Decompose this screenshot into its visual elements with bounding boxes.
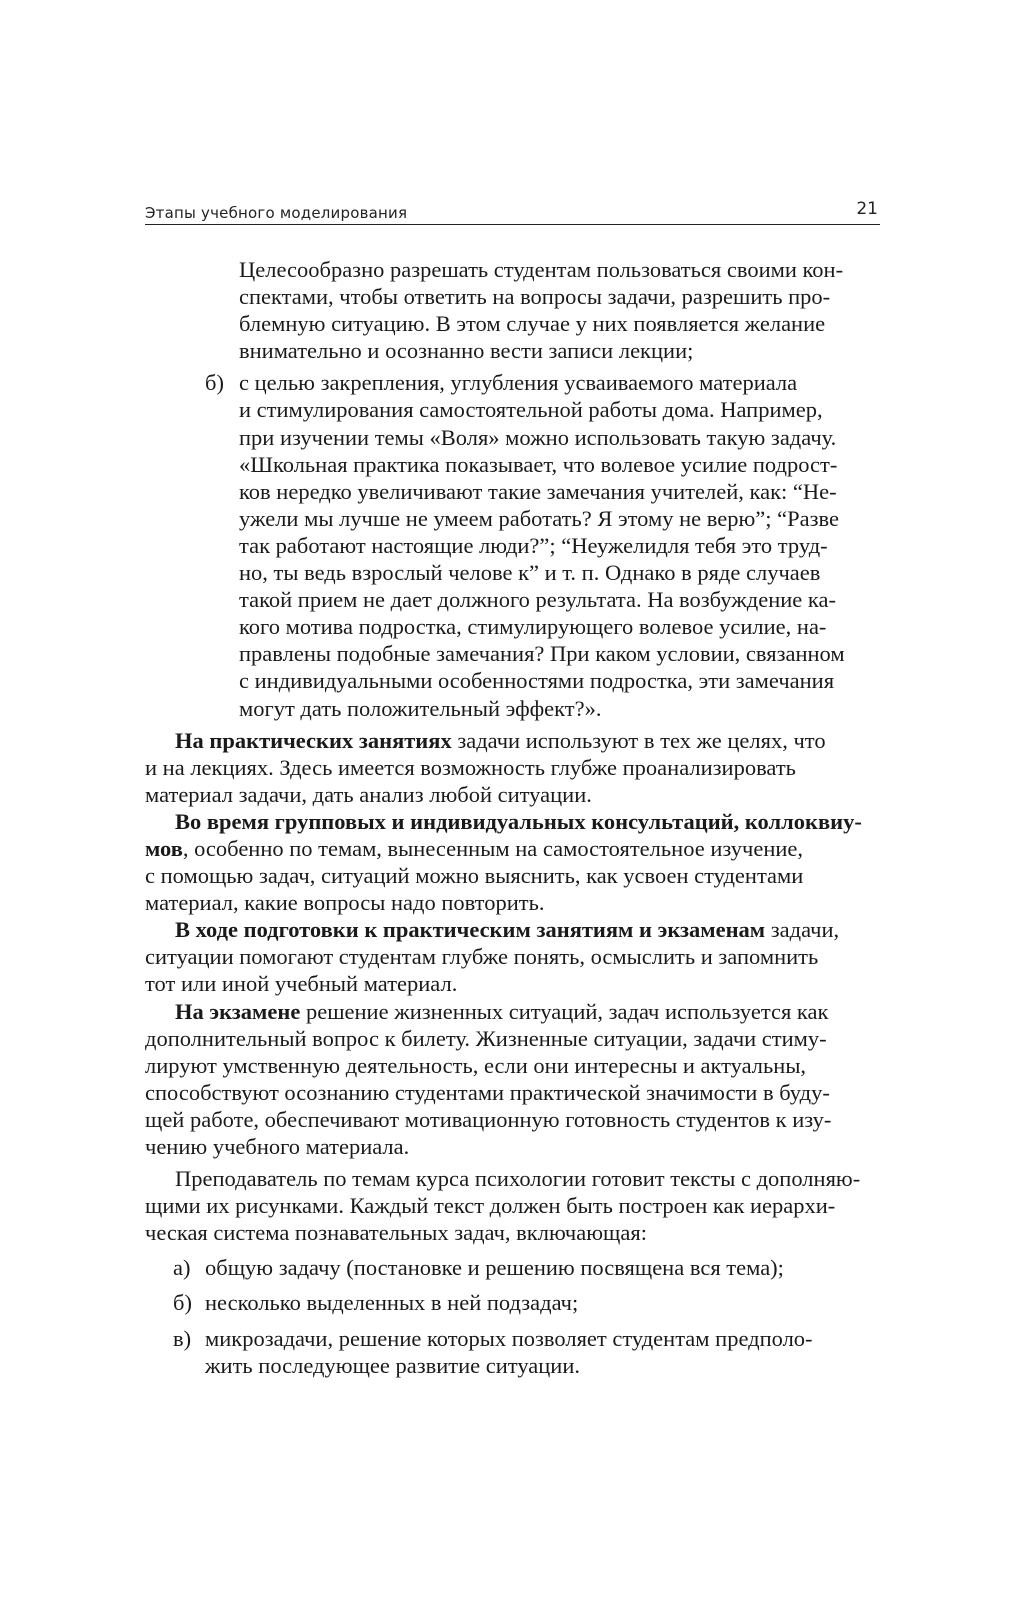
- text-line: ситуации помогают студентам глубже понять, осмыслить и запомнить: [145, 944, 819, 970]
- text-run: задачи используют в тех же целях, что: [451, 727, 826, 753]
- bold-lead: Во время групповых и индивидуальных консультаций, коллоквиу-: [175, 808, 862, 834]
- text-line: такой прием не дает должного результата. На возбуждение ка-: [239, 587, 836, 613]
- text-line: [145, 835, 895, 862]
- text-line: щей работе, обеспечивают мотивационную готовность студентов к изу-: [145, 1106, 832, 1132]
- text-line: блемную ситуацию. В этом случае у них появляется желание: [239, 311, 826, 337]
- text-line: и стимулирования самостоятельной работы дома. Например,: [239, 397, 823, 423]
- text-line: так работают настоящие люди?”; “Неужелидля тебя это труд-: [239, 532, 828, 558]
- text-line: при изучении темы «Воля» можно использовать такую задачу.: [239, 424, 837, 450]
- paragraph-exam: [145, 998, 895, 1161]
- list-item-c: [145, 1325, 895, 1379]
- text-line: кого мотива подростка, стимулирующего волевое усилие, на-: [239, 614, 827, 640]
- text-line: материал, какие вопросы надо повторить.: [145, 890, 545, 916]
- list-marker: в): [173, 1325, 192, 1351]
- paragraph-consultations: [145, 808, 895, 916]
- text-line: жить последующее развитие ситуации.: [205, 1352, 581, 1378]
- text-line: и на лекциях. Здесь имеется возможность глубже проанализировать: [145, 754, 796, 780]
- text-line: с целью закрепления, углубления усваиваемого материала: [239, 370, 798, 396]
- text-line: [145, 808, 895, 835]
- list-item-b: [145, 369, 895, 721]
- paragraph-preparation: [145, 916, 895, 997]
- list-marker: б): [205, 370, 224, 396]
- text-line: общую задачу (постановке и решению посвящена вся тема);: [205, 1255, 784, 1281]
- page-number: 21: [856, 199, 878, 219]
- paragraph-practical: [145, 727, 895, 808]
- text-line: ужели мы лучше не умеем работать? Я этому не верю”; “Разве: [239, 505, 839, 531]
- list-marker: а): [173, 1255, 191, 1281]
- text-line: ков нередко увеличивают такие замечания учителей, как: “Не-: [239, 478, 837, 504]
- text-line: щими их рисунками. Каждый текст должен быть построен как иерархи-: [145, 1193, 836, 1219]
- page-body: [145, 256, 895, 1379]
- text-line: лируют умственную деятельность, если они интересны и актуальны,: [145, 1052, 807, 1078]
- text-line: «Школьная практика показывает, что волевое усилие подрост-: [239, 451, 838, 477]
- text-line: Преподаватель по темам курса психологии готовит тексты с дополняю-: [175, 1166, 861, 1192]
- text-line: с помощью задач, ситуаций можно выяснить, как усвоен студентами: [145, 863, 804, 889]
- text-line: способствуют осознанию студентами практической значимости в буду-: [145, 1079, 830, 1105]
- text-run: , особенно по темам, вынесенным на самостоятельное изучение,: [182, 835, 804, 861]
- text-line: материал задачи, дать анализ любой ситуации.: [145, 781, 592, 807]
- bold-lead: В ходе подготовки к практическим занятиям и экзаменам: [175, 917, 766, 943]
- list-marker: б): [173, 1290, 192, 1316]
- text-line: ческая система познавательных задач, включающая:: [145, 1220, 647, 1246]
- list-item-a: [145, 1254, 895, 1281]
- text-line: внимательно и осознанно вести записи лекции;: [239, 338, 694, 364]
- text-line: могут дать положительный эффект?».: [239, 695, 602, 721]
- text-line: но, ты ведь взрослый челове к” и т. п. Однако в ряде случаев: [239, 560, 821, 586]
- text-line: чению учебного материала.: [145, 1134, 410, 1159]
- text-line: дополнительный вопрос к билету. Жизненные ситуации, задачи стиму-: [145, 1025, 827, 1051]
- bold-lead: мов: [145, 835, 183, 861]
- text-line: [145, 916, 895, 943]
- text-line: Целесообразно разрешать студентам пользоваться своими кон-: [239, 257, 844, 282]
- bold-lead: На практических занятиях: [175, 727, 452, 753]
- list-item-b2: [145, 1289, 895, 1316]
- paragraph-teacher: [145, 1165, 895, 1246]
- running-header: [145, 198, 880, 225]
- text-line: правлены подобные замечания? При каком условии, связанном: [239, 641, 845, 667]
- continued-paragraph: [145, 256, 895, 364]
- running-title: Этапы учебного моделирования: [145, 204, 408, 222]
- text-line: [145, 998, 895, 1025]
- text-run: решение жизненных ситуаций, задач используется как: [300, 998, 829, 1024]
- text-line: тот или иной учебный материал.: [145, 971, 458, 997]
- bold-lead: На экзамене: [175, 998, 301, 1024]
- text-line: с индивидуальными особенностями подростка, эти замечания: [239, 668, 835, 694]
- text-line: микрозадачи, решение которых позволяет студентам предполо-: [205, 1325, 813, 1351]
- text-run: задачи,: [765, 917, 840, 943]
- text-line: спектами, чтобы ответить на вопросы задачи, разрешить про-: [239, 284, 831, 310]
- text-line: несколько выделенных в ней подзадач;: [205, 1290, 579, 1316]
- text-line: [145, 727, 895, 754]
